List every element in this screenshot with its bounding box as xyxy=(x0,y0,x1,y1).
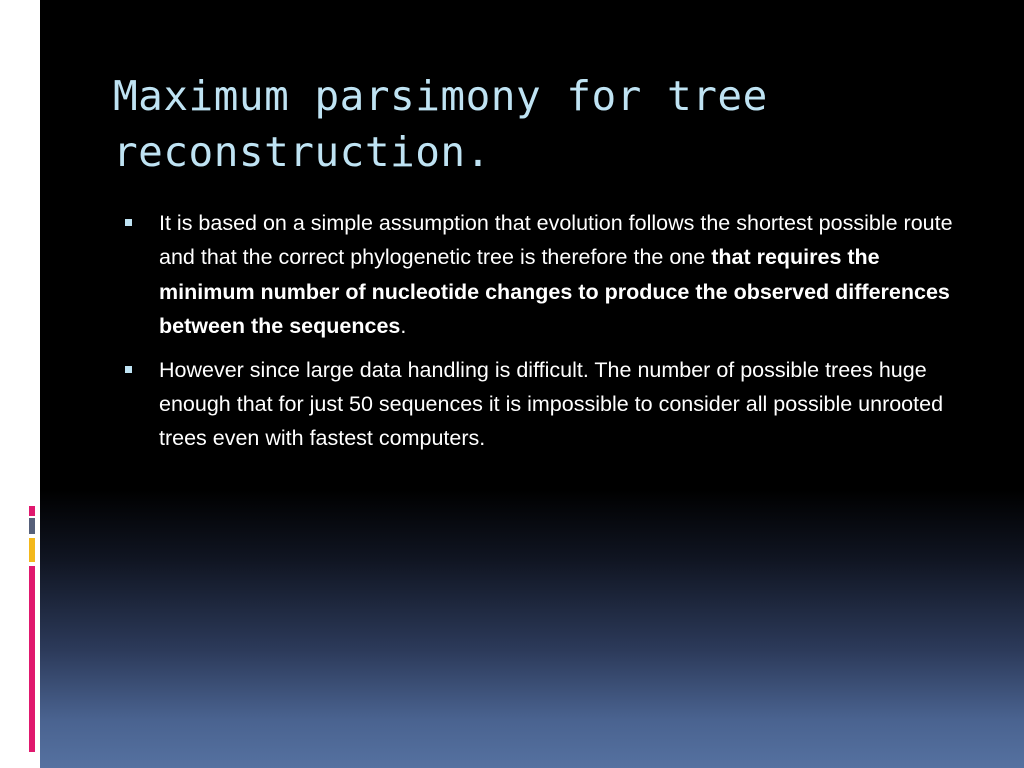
stripe-white xyxy=(29,0,35,506)
bullet-item xyxy=(125,206,970,344)
bullet-bold-text: that requires the minimum number of nucleotide changes to produce the observed differences between the sequences xyxy=(159,245,950,339)
stripe-yellow xyxy=(29,538,35,562)
bullet-text: It is based on a simple assumption that evolution follows the shortest possible route and that the correct phylogenetic tree is therefore the one xyxy=(159,211,953,270)
square-bullet-icon xyxy=(125,366,132,373)
left-decorative-strip xyxy=(0,0,40,768)
slide-title: Maximum parsimony for tree reconstruction. xyxy=(113,72,768,176)
stripe-pink-short xyxy=(29,506,35,516)
bullet-text: However since large data handling is difficult. The number of possible trees huge enough that for just 50 sequences it is impossible to consider all possible unrooted trees even with fastest computers. xyxy=(159,357,944,451)
stripe-gray xyxy=(29,518,35,534)
bullet-item xyxy=(125,353,970,456)
bullet-list xyxy=(125,206,970,465)
square-bullet-icon xyxy=(125,219,132,226)
stripe-pink-long xyxy=(29,566,35,752)
bullet-text-end: . xyxy=(400,314,407,339)
